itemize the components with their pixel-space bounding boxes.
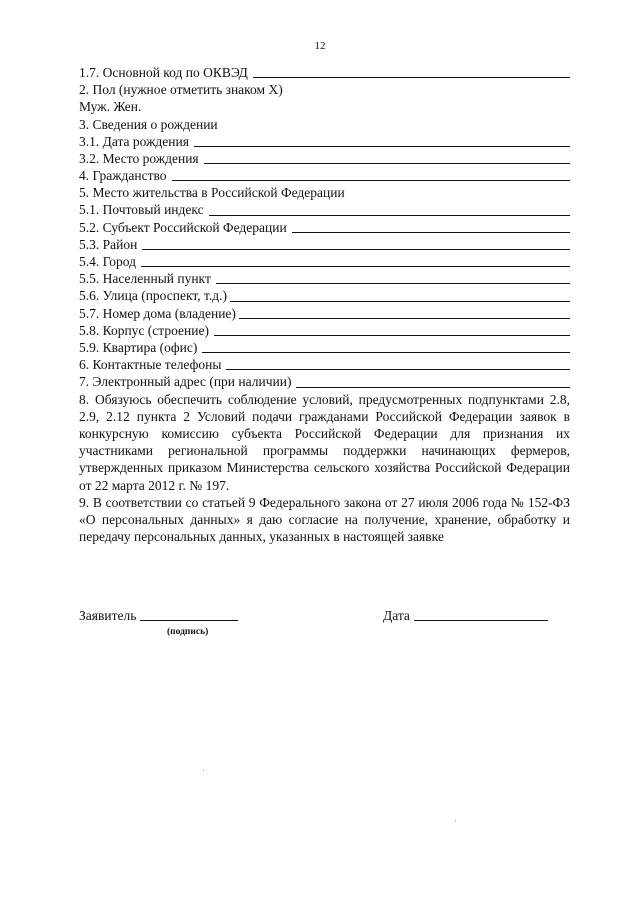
blank-line[interactable] bbox=[230, 301, 570, 302]
blank-line[interactable] bbox=[214, 335, 570, 336]
blank-line[interactable] bbox=[253, 77, 570, 78]
blank-line[interactable] bbox=[141, 266, 570, 267]
field-label: 5.8. Корпус (строение) bbox=[79, 322, 209, 338]
date-signature bbox=[383, 608, 548, 624]
applicant-label: Заявитель bbox=[79, 608, 137, 623]
field-label: 5.3. Район bbox=[79, 236, 138, 252]
form-content bbox=[79, 64, 570, 545]
gender-options[interactable]: Муж. Жен. bbox=[79, 99, 142, 115]
field-label: 5.2. Субъект Российской Федерации bbox=[79, 219, 287, 235]
blank-line[interactable] bbox=[226, 369, 570, 370]
field-settlement bbox=[79, 270, 570, 287]
scan-speck bbox=[455, 820, 456, 821]
field-house bbox=[79, 305, 570, 322]
field-building bbox=[79, 322, 570, 339]
field-birth-place bbox=[79, 150, 570, 167]
blank-line[interactable] bbox=[216, 283, 570, 284]
field-label: 5.9. Квартира (офис) bbox=[79, 339, 198, 355]
field-gender-heading: 2. Пол (нужное отметить знаком Х) bbox=[79, 82, 283, 98]
blank-line[interactable] bbox=[204, 163, 570, 164]
field-street bbox=[79, 287, 570, 304]
date-line[interactable] bbox=[414, 619, 548, 621]
blank-line[interactable] bbox=[296, 387, 570, 388]
field-label: 5.6. Улица (проспект, т.д.) bbox=[79, 288, 227, 304]
date-label: Дата bbox=[383, 608, 410, 623]
blank-line[interactable] bbox=[209, 215, 570, 216]
applicant-signature bbox=[79, 608, 238, 624]
paragraph-9: 9. В соответствии со статьей 9 Федерального закона от 27 июля 2006 года № 152-ФЗ «О персональных данных» я даю согласие на получение, хранение, обработку и передачу персональных данных, указанных в настоящей заявке bbox=[79, 494, 570, 545]
field-label: 5.4. Город bbox=[79, 254, 136, 270]
page-number: 12 bbox=[314, 40, 326, 52]
scan-speck bbox=[203, 770, 204, 771]
field-label: 4. Гражданство bbox=[79, 168, 167, 184]
field-label: 5.1. Почтовый индекс bbox=[79, 202, 204, 218]
blank-line[interactable] bbox=[194, 146, 570, 147]
field-label: 1.7. Основной код по ОКВЭД bbox=[79, 64, 248, 80]
field-label: 5.5. Населенный пункт bbox=[79, 271, 211, 287]
field-birth-date bbox=[79, 133, 570, 150]
birth-heading: 3. Сведения о рождении bbox=[79, 116, 218, 132]
blank-line[interactable] bbox=[202, 352, 570, 353]
field-email bbox=[79, 373, 570, 390]
blank-line[interactable] bbox=[292, 232, 570, 233]
field-phones bbox=[79, 356, 570, 373]
signature-line[interactable] bbox=[140, 619, 238, 621]
field-label: 3.1. Дата рождения bbox=[79, 133, 189, 149]
field-apartment bbox=[79, 339, 570, 356]
field-citizenship bbox=[79, 167, 570, 184]
blank-line[interactable] bbox=[172, 180, 570, 181]
field-okved bbox=[79, 64, 570, 81]
signature-caption: (подпись) bbox=[167, 627, 209, 637]
residence-heading: 5. Место жительства в Российской Федерации bbox=[79, 185, 345, 201]
paragraph-8: 8. Обязуюсь обеспечить соблюдение условий, предусмотренных подпунктами 2.8, 2.9, 2.12 пункта 2 Условий подачи гражданами Российской Федерации заявок в конкурсную комиссию субъекта Российской Федерации для признания их участниками региональной программы поддержки начинающих фермеров, утвержденных приказом Министерства сельского хозяйства Российской Федерации от 22 марта 2012 г. № 197. bbox=[79, 391, 570, 493]
field-city bbox=[79, 253, 570, 270]
field-district bbox=[79, 236, 570, 253]
field-label: 3.2. Место рождения bbox=[79, 150, 199, 166]
field-label: 7. Электронный адрес (при наличии) bbox=[79, 374, 292, 390]
field-label: 5.7. Номер дома (владение) bbox=[79, 305, 236, 321]
field-region bbox=[79, 219, 570, 236]
blank-line[interactable] bbox=[239, 318, 570, 319]
blank-line[interactable] bbox=[142, 249, 570, 250]
field-label: 6. Контактные телефоны bbox=[79, 357, 222, 373]
field-postal-code bbox=[79, 202, 570, 219]
